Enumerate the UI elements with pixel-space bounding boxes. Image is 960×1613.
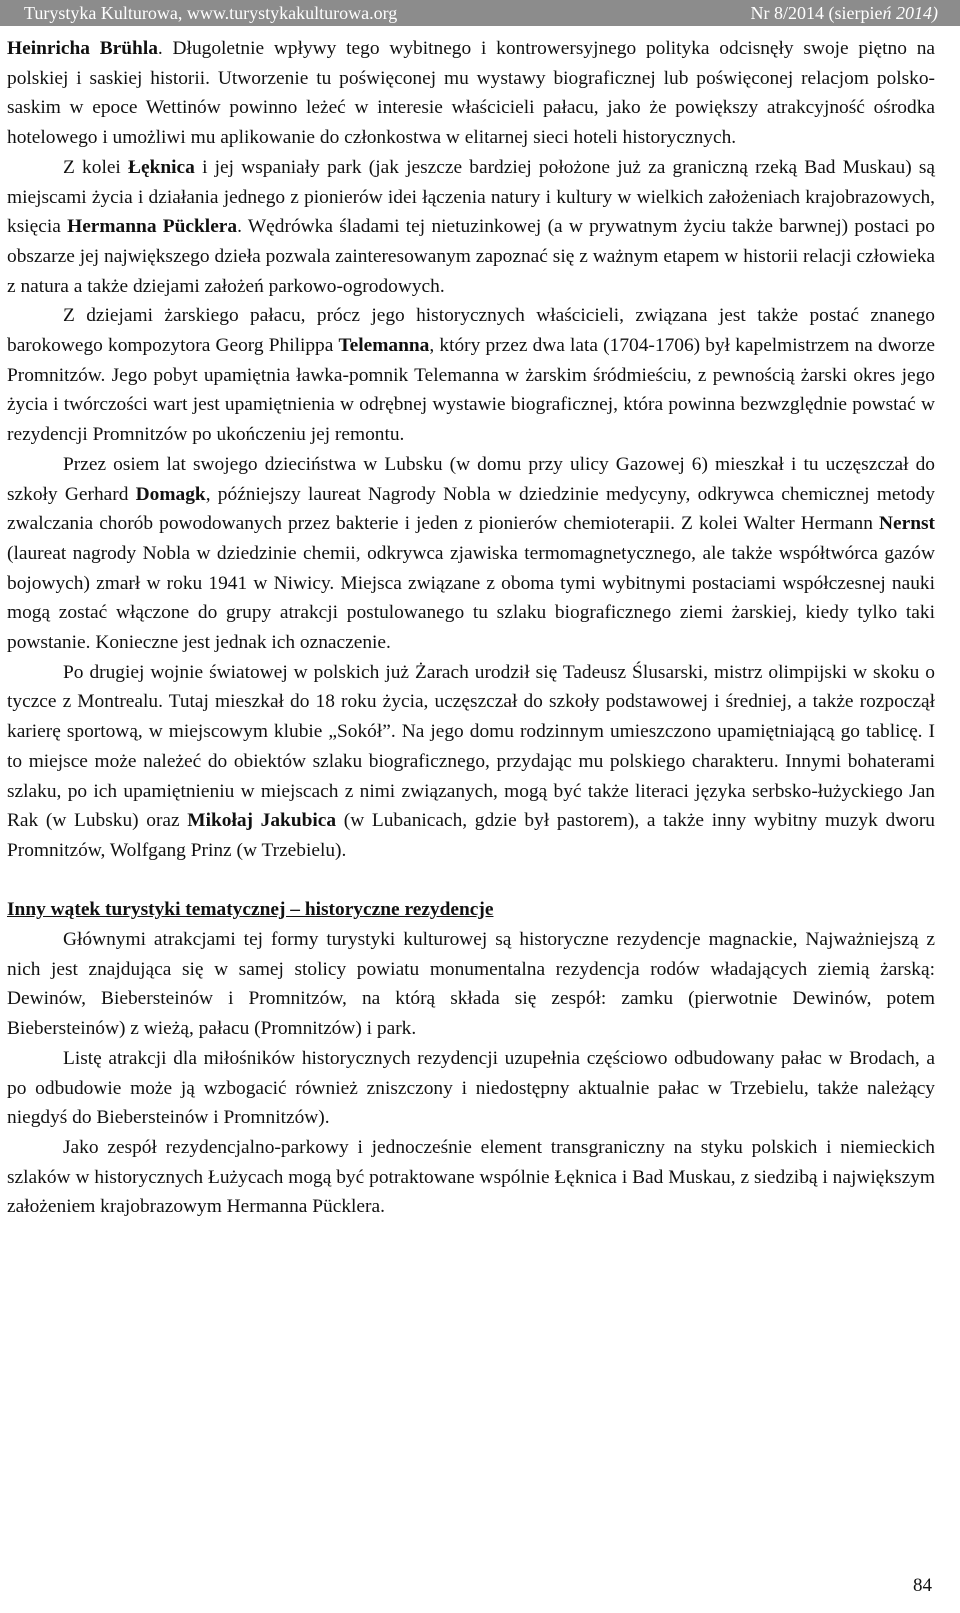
page-number: 84 — [913, 1575, 932, 1596]
paragraph-2 — [7, 153, 935, 302]
bold-name: Mikołaj Jakubica — [187, 810, 337, 832]
paragraph-3 — [7, 301, 935, 450]
paragraph-text: Z kolei — [63, 156, 129, 178]
paragraph-6: Głównymi atrakcjami tej formy turystyki kulturowej są historyczne rezydencje magnackie, Najważniejszą z nich jest znajdująca się w samej stolicy powiatu monumentalna rezydencja rodów władających ziemią żarską: Dewinów, Biebersteinów i Promnitzów, na którą składa się zespół: zamku (pierwotnie Dewinów, potem Biebersteinów) z wieżą, pałacu (Promnitzów) i park. — [7, 929, 935, 1040]
section-heading: Inny wątek turystyki tematycznej – historyczne rezydencje — [7, 899, 494, 921]
paragraph-text: (w Lubanicach, gdzie był pastorem), a także inny wybitny muzyk dworu Promnitzów, Wolfgang Prinz (w Trzebielu). — [7, 810, 935, 861]
paragraph-text: . Wędrówka śladami tej nietuzinkowej (a w prywatnym życiu także barwnej) postaci po obszarze jej największego dzieła pozwala zainteresowanym zapoznać się z ważnym etapem w historii relacji człowieka z natura a także dziejami założeń parkowo-ogrodowych. — [7, 216, 935, 297]
issue-number-main: Nr 8/2014 (sierpie — [750, 3, 883, 23]
paragraph-text: i jej wspaniały park (jak jeszcze bardziej położone już za graniczną rzeką Bad Muskau) są miejscami życia i działania jednego z pionierów idei łączenia natury i kultury w wielkich założeniach krajobrazowych, księcia — [7, 156, 936, 238]
bold-name: Telemanna — [338, 335, 430, 357]
paragraph-text: (laureat nagrody Nobla w dziedzinie chemii, odkrywca zjawiska termomagnetycznego, ale także współtwórca gazów bojowych) zmarł w roku 1941 w Niwicy. Miejsca związane z oboma tymi wybitnymi postaciami współczesnej nauki mogą zostać włączone do grupy atrakcji postulowanego tu szlaku biograficznego ziemi żarskiej, kiedy tylko taki powstanie. Konieczne jest jednak ich oznaczenie. — [7, 542, 935, 654]
paragraph-text: . Długoletnie wpływy tego wybitnego i kontrowersyjnego polityka odcisnęły swoje piętno na polskiej i saskiej historii. Utworzenie tu poświęconej mu wystawy biograficznej lub poświęconej relacjom polsko-saskim w epoce Wettinów powinno leżeć w interesie właścicieli pałacu, jako że powiększy atrakcyjność ośrodka hotelowego i umożliwi mu aplikowanie do członkostwa w elitarnej sieci hoteli historycznych. — [7, 38, 935, 149]
bold-name: Hermanna Pücklera — [67, 216, 238, 238]
paragraph-5 — [7, 658, 935, 866]
bold-name: Heinricha Brühla — [7, 38, 158, 59]
paragraph-text: Po drugiej wojnie światowej w polskich już Żarach urodził się Tadeusz Ślusarski, mistrz olimpijski w skoku o tyczce z Montrealu. Tutaj mieszkał do 18 roku życia, uczęszczał do szkoły podstawowej i średniej, a także rozpoczął karierę sportową, w miejscowym klubie „Sokół”. Na jego domu rodzinnym umieszczono upamiętniającą go tablicę. I to miejsce może należeć do obiektów szlaku biograficznego, przydając mu polskiego charakteru. Innymi bohaterami szlaku, po ich upamiętnieniu w miejscach z nimi związanych, mogą być także literaci języka serbsko-łużyckiego Jan Rak (w Lubsku) oraz — [7, 661, 935, 832]
paragraph-4 — [7, 450, 935, 658]
issue-number-italic: ń 2014) — [882, 3, 938, 23]
page-header — [0, 0, 960, 26]
article-body — [7, 34, 935, 1222]
bold-name: Łęknica — [128, 156, 195, 178]
paragraph-7: Listę atrakcji dla miłośników historycznych rezydencji uzupełnia częściowo odbudowany pałac w Brodach, a po odbudowie może ją wzbogacić również zniszczony i niedostępny aktualnie pałac w Trzebielu, także należący niegdyś do Biebersteinów i Promnitzów). — [7, 1047, 935, 1129]
paragraph-text: Przez osiem lat swojego dzieciństwa w Lubsku (w domu przy ulicy Gazowej 6) mieszkał i tu uczęszczał do szkoły Gerhard — [7, 453, 935, 505]
paragraph-text: Z dziejami żarskiego pałacu, prócz jego historycznych właścicieli, związana jest także postać znanego barokowego kompozytora Georg Philippa — [7, 305, 935, 357]
paragraph-1 — [7, 34, 935, 153]
bold-name: Nernst — [878, 513, 935, 535]
issue-number — [751, 3, 938, 24]
bold-name: Domagk — [135, 483, 206, 505]
paragraph-text: , późniejszy laureat Nagrody Nobla w dziedzinie medycyny, odkrywca chemicznej metody zwalczania chorób powodowanych przez bakterie i jeden z pionierów chemioterapii. Z kolei Walter Hermann — [7, 483, 935, 535]
journal-title: Turystyka Kulturowa, www.turystykakulturowa.org — [24, 3, 398, 23]
paragraph-8: Jako zespół rezydencjalno-parkowy i jednocześnie element transgraniczny na styku polskich i niemieckich szlaków w historycznych Łużycach mogą być potraktowane wspólnie Łęknica i Bad Muskau, z siedzibą i największym założeniem krajobrazowym Hermanna Pücklera. — [7, 1137, 935, 1218]
paragraph-text: , który przez dwa lata (1704-1706) był kapelmistrzem na dworze Promnitzów. Jego pobyt upamiętnia ławka-pomnik Telemanna w żarskim śródmieściu, z pewnością żarski okres jego życia i twórczości wart jest upamiętnienia w odrębnej wystawie biograficznej, która powinna bezwzględnie powstać w rezydencji Promnitzów po ukończeniu jej remontu. — [7, 335, 936, 446]
